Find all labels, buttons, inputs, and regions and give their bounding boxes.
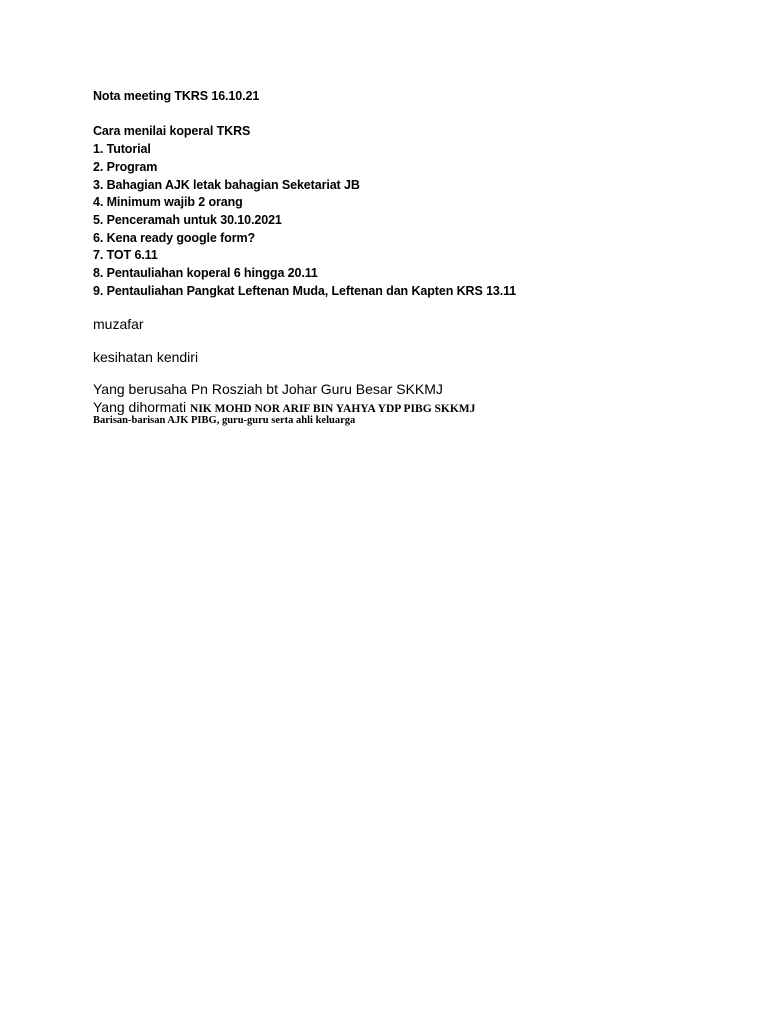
list-item: 9. Pentauliahan Pangkat Leftenan Muda, Leftenan dan Kapten KRS 13.11 <box>93 283 517 298</box>
closing-line: Barisan-barisan AJK PIBG, guru-guru serta ahli keluarga <box>93 415 356 426</box>
name-line: muzafar <box>93 316 144 332</box>
notes-list <box>93 141 733 300</box>
list-item: 6. Kena ready google form? <box>93 230 256 245</box>
topic-line: kesihatan kendiri <box>93 349 199 365</box>
list-item: 1. Tutorial <box>93 142 151 157</box>
list-item: 5. Penceramah untuk 30.10.2021 <box>93 212 282 227</box>
list-item: 3. Bahagian AJK letak bahagian Seketariat JB <box>93 177 360 192</box>
honoured-prefix: Yang dihormati <box>93 399 191 415</box>
notes-title: Nota meeting TKRS 16.10.21 <box>93 89 260 103</box>
list-item: 4. Minimum wajib 2 orang <box>93 195 243 210</box>
list-item: 8. Pentauliahan koperal 6 hingga 20.11 <box>93 266 318 281</box>
meeting-notes <box>93 88 733 300</box>
list-item: 2. Program <box>93 159 158 174</box>
greeting-line: Yang berusaha Pn Rosziah bt Johar Guru Besar SKKMJ <box>93 381 443 397</box>
list-item: 7. TOT 6.11 <box>93 248 158 263</box>
honoured-name: NIK MOHD NOR ARIF BIN YAHYA YDP PIBG SKKMJ <box>190 403 476 415</box>
notes-subtitle: Cara menilai koperal TKRS <box>93 124 251 139</box>
